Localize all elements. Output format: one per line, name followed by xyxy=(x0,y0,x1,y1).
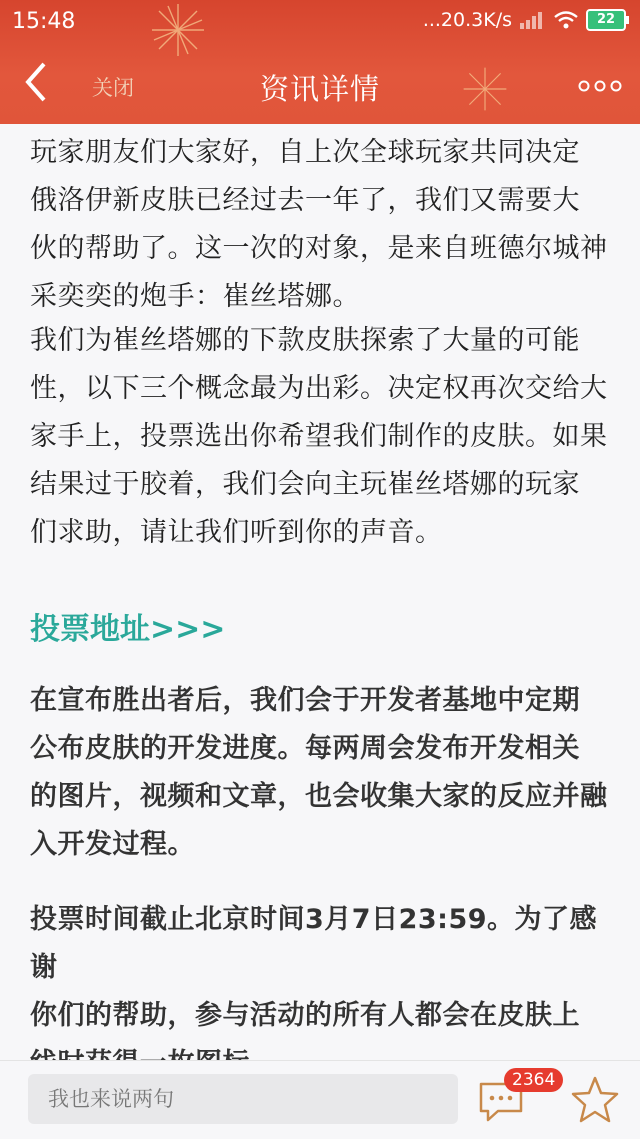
status-indicators xyxy=(423,9,626,31)
article-paragraph-4: 投票时间截止北京时间3月7日23:59。为了感谢 你们的帮助，参与活动的所有人都会在皮肤上 xyxy=(30,904,598,1031)
article-paragraph-1: 玩家朋友们大家好，自上次全球玩家共同决定 俄洛伊新皮肤已经过去一年了，我们又需要大 伙的帮助了。这一次的对象，是来自班德尔城神 采奕奕的炮手：崔丝塔娜。 xyxy=(30,137,608,312)
page-title: 资讯详情 xyxy=(259,72,380,106)
navbar xyxy=(0,44,640,124)
network-speed: ...20.3K/s xyxy=(422,9,512,31)
battery-indicator: 22 xyxy=(586,9,626,31)
status-time: 15:48 xyxy=(12,9,76,34)
status-bar xyxy=(0,0,640,44)
comment-count-badge: 2364 xyxy=(504,1068,563,1092)
comment-input[interactable]: 我也来说两句 xyxy=(28,1074,458,1124)
header xyxy=(0,0,640,124)
wifi-icon xyxy=(554,11,578,29)
star-icon[interactable] xyxy=(570,1075,620,1125)
article-paragraph-3: 在宣布胜出者后，我们会于开发者基地中定期 公布皮肤的开发进度。每两周会发布开发相关 的图片，视频和文章，也会收集大家的反应并融 入开发过程。 xyxy=(30,685,608,860)
bottom-bar xyxy=(0,1060,640,1139)
more-dots-icon[interactable] xyxy=(578,80,622,92)
article-paragraph-2: 我们为崔丝塔娜的下款皮肤探索了大量的可能 性，以下三个概念最为出彩。决定权再次交给大 家手上，投票选出你希望我们制作的皮肤。如果 结果过于胶着，我们会向主玩崔丝塔娜的玩家 们求助，请让我们听到你的声音。 xyxy=(30,325,608,548)
close-button[interactable]: 关闭 xyxy=(92,76,134,100)
vote-link[interactable]: 投票地址>>> xyxy=(30,612,226,647)
signal-icon xyxy=(520,11,546,29)
